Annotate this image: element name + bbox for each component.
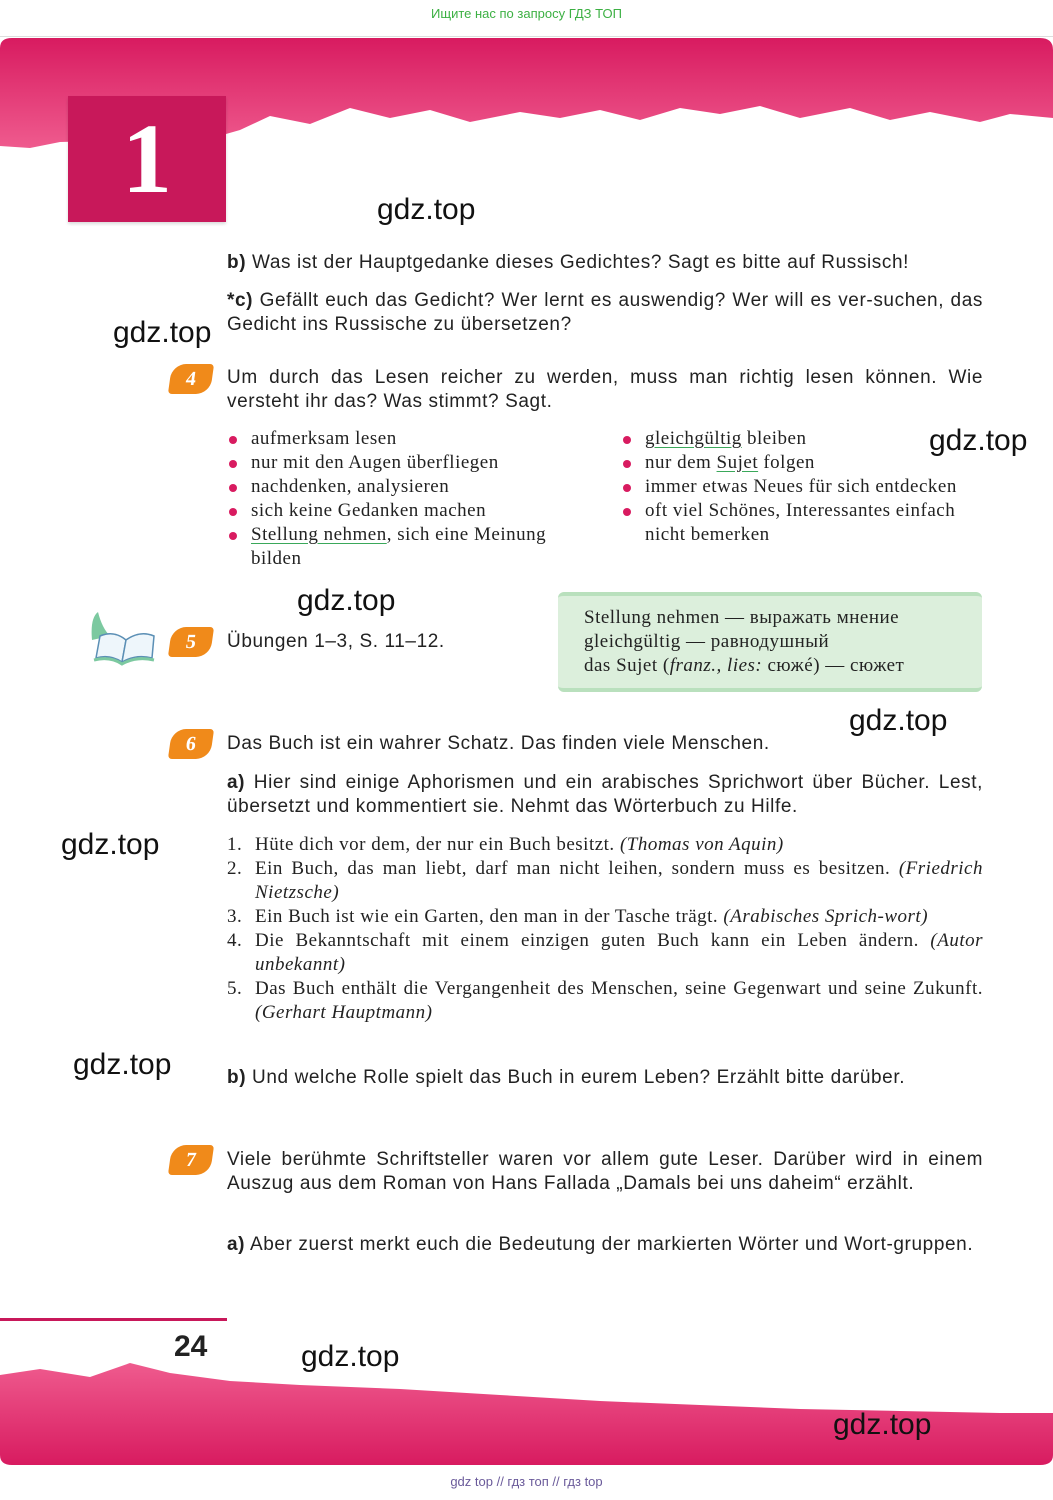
aphorism-source: (Autor unbekannt) [255,930,983,975]
task-badge-5: 5 [168,627,214,657]
marked-word: Sujet [716,452,759,473]
bottom-banner[interactable]: gdz top // гдз топ // гдз top [450,1474,603,1489]
task3-b [227,251,983,275]
aphorism-source: (Thomas von Aquin) [619,834,784,855]
list-item: 4. Die Bekanntschaft mit einem einzigen guten Buch kann ein Leben ändern. (Autor unbekannt) [227,930,983,975]
watermark: gdz.top [73,1048,172,1081]
task4-right-list [621,427,993,547]
vocab-line: das Sujet (franz., lies: сюжé) — сюжет [584,655,905,676]
task4-intro: Um durch das Lesen reicher zu werden, muss man richtig lesen können. Wie versteht ihr das? Was stimmt? Sagt. [227,367,983,412]
task6-intro: Das Buch ist ein wahrer Schatz. Das finden viele Menschen. [227,733,770,754]
watermark: gdz.top [849,704,948,737]
list-item: nur dem Sujet folgen [621,451,993,475]
task7-intro: Viele berühmte Schriftsteller waren vor allem gute Leser. Darüber wird in einem Auszug aus dem Roman von Hans Fallada „Damals bei uns daheim“ erzählt. [227,1149,983,1194]
watermark: gdz.top [61,828,160,861]
task7-a-text: Aber zuerst merkt euch die Bedeutung der markierten Wörter und Wort-gruppen. [249,1234,974,1255]
book-icon [88,610,160,668]
task-badge-4: 4 [168,364,214,394]
list-item: 1. Hüte dich vor dem, der nur ein Buch besitzt. (Thomas von Aquin) [227,834,784,855]
marked-word: gleichgültig [645,428,742,449]
list-item: immer etwas Neues für sich entdecken [621,475,993,499]
task5-text: Übungen 1–3, S. 11–12. [227,631,445,652]
label-a: a) [227,1234,246,1255]
task3-c-text: Gefällt euch das Gedicht? Wer lernt es auswendig? Wer will es ver-suchen, das Gedicht ins Russische zu übersetzen? [227,290,983,335]
task4-left-list [227,427,587,571]
list-item: gleichgültig bleiben [621,427,993,451]
list-item: sich keine Gedanken machen [227,499,587,523]
page-number: 24 [174,1330,208,1363]
watermark: gdz.top [297,584,396,617]
task6-b-text: Und welche Rolle spielt das Buch in eurem Leben? Erzählt bitte darüber. [252,1067,906,1088]
list-item: Stellung nehmen, sich eine Meinung bilden [227,523,587,571]
list-item: 2. Ein Buch, das man liebt, darf man nicht leihen, sondern muss es besitzen. (Friedrich Nietzsche) [227,858,983,903]
marked-phrase: Stellung nehmen [251,524,387,545]
aphorism-source: (Arabisches Sprich-wort) [723,906,929,927]
label-a: a) [227,772,246,793]
aphorism-list [227,833,983,1025]
task7-a [227,1233,983,1257]
task6-a-text: Hier sind einige Aphorismen und ein arabisches Sprichwort über Bücher. Lest, übersetzt und kommentiert sie. Nehmt das Wörterbuch zu Hilfe. [227,772,983,817]
label-b: b) [227,252,247,273]
list-item: aufmerksam lesen [227,427,587,451]
vocab-line: gleichgültig — равнодушный [584,631,830,652]
watermark: gdz.top [833,1408,932,1441]
list-item: nachdenken, analysieren [227,475,587,499]
label-c: *c) [227,290,254,311]
label-b: b) [227,1067,247,1088]
top-banner[interactable]: Ищите нас по запросу ГДЗ ТОП [431,6,622,21]
list-item: nur mit den Augen überfliegen [227,451,587,475]
task3-c [227,289,983,337]
list-item: 3. Ein Buch ist wie ein Garten, den man in der Tasche trägt. (Arabisches Sprich-wort) [227,906,929,927]
watermark: gdz.top [113,316,212,349]
list-item: oft viel Schönes, Interessantes einfach nicht bemerken [621,499,993,547]
vocab-line: Stellung nehmen — выражать мнение [584,607,900,628]
task-badge-7: 7 [168,1145,214,1175]
list-item: 5. Das Buch enthält die Vergangenheit des Menschen, seine Gegenwart und seine Zukunft. (Gerhart Hauptmann) [227,978,983,1023]
task6-a [227,771,983,819]
aphorism-source: (Friedrich Nietzsche) [255,858,983,903]
task6-b [227,1066,983,1090]
task3-b-text: Was ist der Hauptgedanke dieses Gedichtes? Sagt es bitte auf Russisch! [252,252,910,273]
aphorism-source: (Gerhart Hauptmann) [255,1002,433,1023]
vocabulary-box [558,592,982,692]
page-number-rule [0,1318,227,1321]
chapter-number: 1 [68,96,226,222]
watermark: gdz.top [377,193,476,226]
task-badge-6: 6 [168,729,214,759]
watermark: gdz.top [929,424,1028,457]
watermark: gdz.top [301,1340,400,1373]
